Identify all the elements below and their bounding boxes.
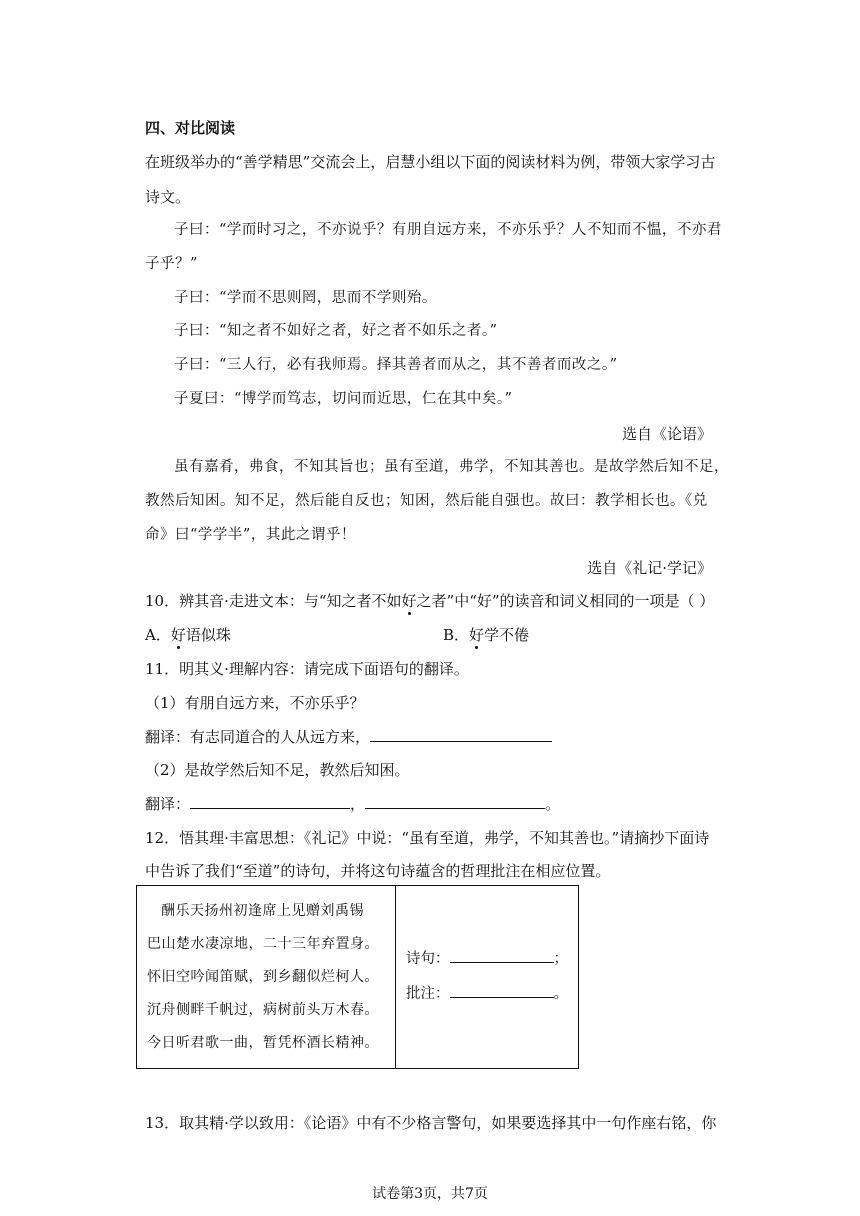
question-11-stem: 11．明其义·理解内容：请完成下面语句的翻译。 [145, 660, 469, 678]
option-b-text: 学不倦 [484, 626, 530, 644]
section-title: 四、对比阅读 [145, 119, 236, 137]
answer-blank[interactable] [370, 727, 552, 742]
punctuation: 。 [545, 795, 561, 813]
option-b-letter: B． [443, 626, 470, 644]
poem-line-1: 巴山楚水凄凉地，二十三年弃置身。 [147, 935, 379, 952]
lunyu-quote-3: 子曰：“知之者不如好之者，好之者不如乐之者。” [174, 323, 498, 339]
answer-blank[interactable] [190, 794, 350, 809]
answer-blank[interactable] [450, 983, 554, 998]
punctuation: ， [350, 795, 366, 813]
option-a-text: 语似珠 [185, 626, 231, 644]
q11-translation-2 [145, 794, 560, 814]
poem-cell [137, 886, 396, 1069]
q11-sub-2: （2）是故学然后知不足，教然后知困。 [145, 761, 410, 779]
lunyu-quote-4: 子曰：“三人行，必有我师焉。择其善者而从之，其不善者而改之。” [174, 357, 618, 373]
note-label: 批注： [406, 986, 450, 1002]
poem-line-2: 怀旧空吟闻笛赋，到乡翻似烂柯人。 [147, 968, 379, 985]
answer-cell [396, 886, 579, 1069]
question-13-line-1: 13．取其精·学以致用：《论语》中有不少格言警句，如果要选择其中一句作座右铭，你 [145, 1114, 717, 1132]
punctuation: 。 [553, 986, 568, 1002]
answer-blank[interactable] [365, 794, 545, 809]
lunyu-quote-2: 子曰：“学而不思则罔，思而不学则殆。 [174, 290, 437, 306]
answer-blank[interactable] [450, 948, 554, 963]
lunyu-quote-5: 子夏曰：“博学而笃志，切问而近思，仁在其中矣。” [174, 391, 513, 407]
q10-emphasis-char: 好 [401, 592, 417, 610]
lunyu-quote-1-line-1: 子曰：“学而时习之，不亦说乎？有朋自远方来，不亦乐乎？人不知而不愠，不亦君 [174, 222, 722, 238]
poem-line-3: 沉舟侧畔千帆过，病树前头万木春。 [147, 1001, 379, 1018]
option-a-letter: A． [145, 626, 171, 644]
verse-answer-line [406, 942, 578, 977]
option-a-emphasis-char: 好 [170, 626, 186, 644]
q10-text-post: 之者”中“好”的读音和词义相同的一项是（ ） [416, 592, 715, 610]
q11-translation-1-text: 翻译：有志同道合的人从远方来， [145, 728, 371, 746]
punctuation: ； [553, 951, 568, 967]
question-12-line-2: 中告诉了我们“至道”的诗句，并将这句诗蕴含的哲理批注在相应位置。 [145, 862, 611, 880]
q11-sub-1: （1）有朋自远方来，不亦乐乎？ [145, 694, 365, 712]
note-answer-line [406, 977, 578, 1012]
q10-option-a[interactable] [145, 625, 231, 645]
poem-title: 酬乐天扬州初逢席上见赠刘禹锡 [161, 902, 364, 919]
liji-source: 选自《礼记·学记》 [587, 559, 712, 577]
liji-line-2: 教然后知困。知不足，然后能自反也；知困，然后能自强也。故曰：教学相长也。《兑 [145, 493, 708, 509]
intro-line-1: 在班级举办的“善学精思”交流会上，启慧小组以下面的阅读材料为例，带领大家学习古 [145, 153, 716, 171]
lunyu-quote-1-line-2: 子乎？” [145, 256, 198, 272]
q11-translation-2-label: 翻译： [145, 795, 191, 813]
liji-line-3: 命》曰“学学半”，其此之谓乎！ [145, 527, 356, 543]
option-b-emphasis-char: 好 [469, 626, 485, 644]
poem-line-4: 今日听君歌一曲，暂凭杯酒长精神。 [147, 1034, 379, 1051]
q11-translation-1 [145, 727, 552, 747]
intro-line-2: 诗文。 [145, 188, 191, 206]
q10-option-b[interactable] [443, 625, 529, 645]
page-footer: 试卷第3页，共7页 [372, 1186, 488, 1202]
verse-label: 诗句： [406, 951, 450, 967]
lunyu-source: 选自《论语》 [621, 425, 712, 443]
poem-answer-table [136, 885, 579, 1069]
q10-text-pre: 10．辨其音·走进文本：与“知之者不如 [145, 592, 402, 610]
question-12-line-1: 12．悟其理·丰富思想：《礼记》中说：“虽有至道，弗学，不知其善也。”请摘抄下面诗 [145, 829, 710, 847]
question-10-stem [145, 591, 714, 611]
liji-line-1: 虽有嘉肴，弗食，不知其旨也；虽有至道，弗学，不知其善也。是故学然后知不足， [174, 459, 729, 475]
